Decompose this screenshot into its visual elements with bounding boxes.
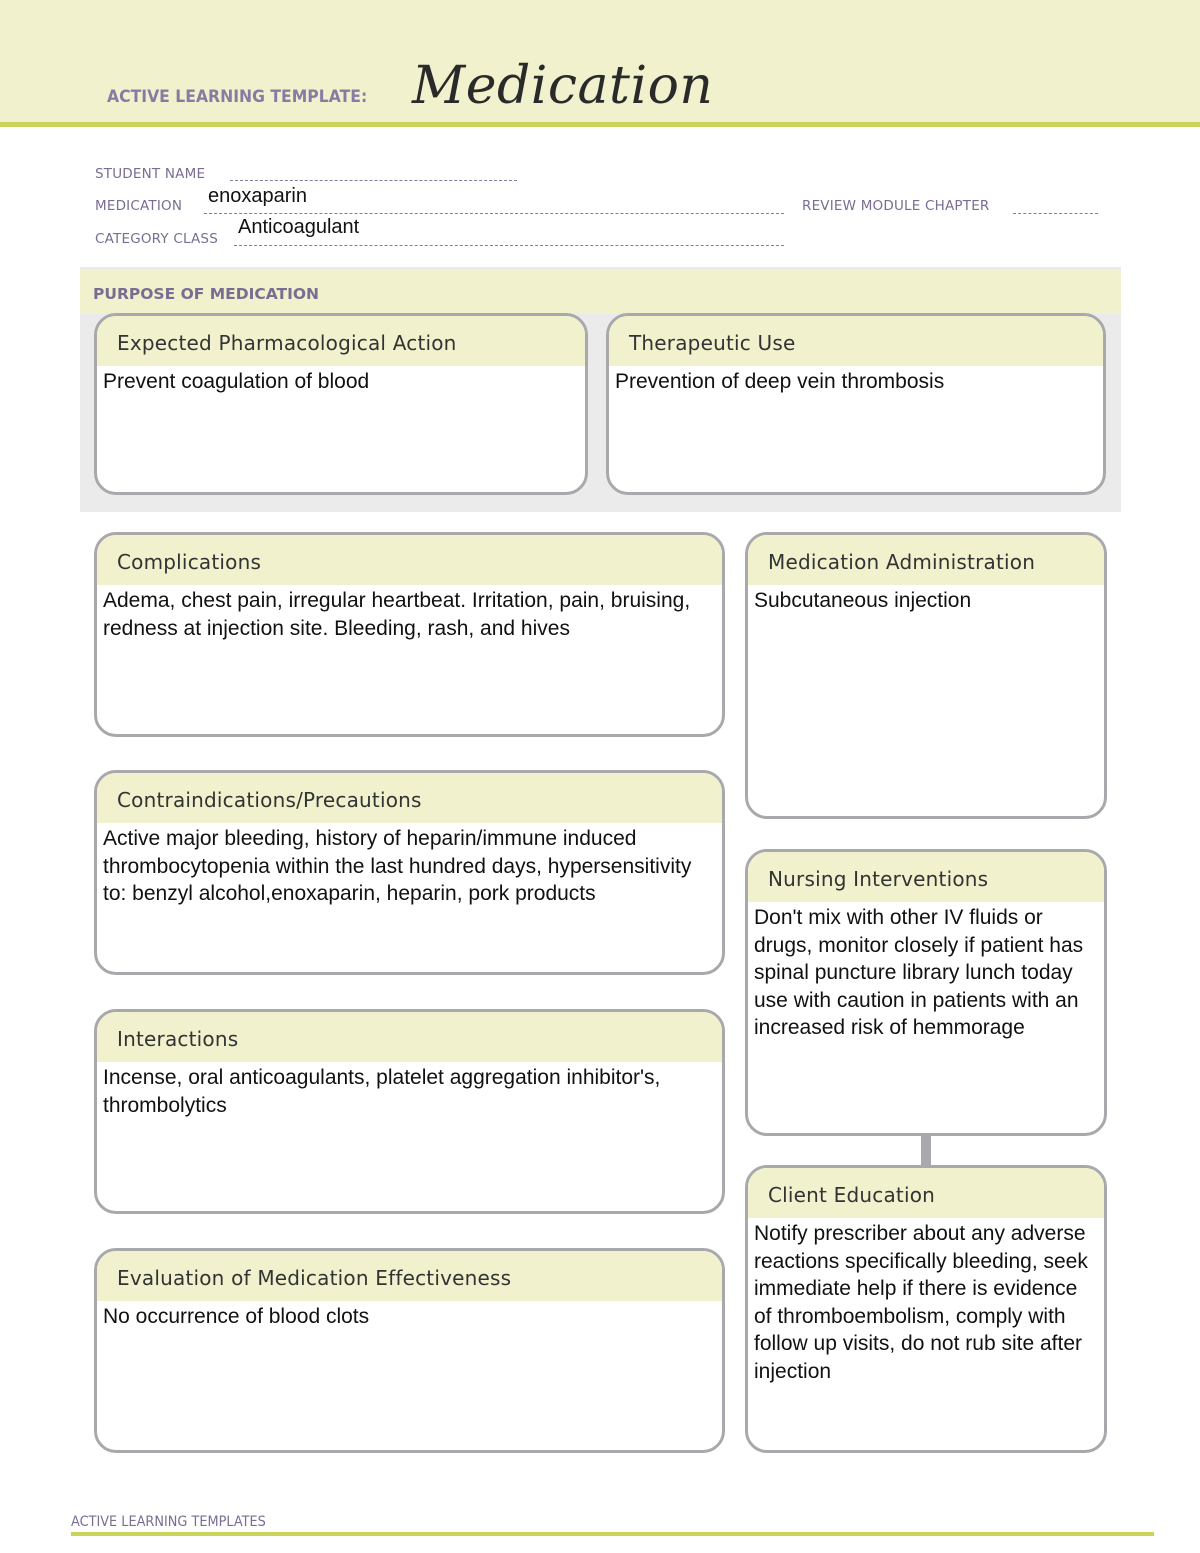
evaluation-heading: Evaluation of Medication Effectiveness <box>97 1251 722 1301</box>
medication-field-line[interactable] <box>204 213 784 214</box>
review-module-chapter-label: REVIEW MODULE CHAPTER <box>802 198 990 214</box>
medication-label: MEDICATION <box>95 198 183 214</box>
box-connector <box>921 1134 931 1167</box>
interactions-text[interactable]: Incense, oral anticoagulants, platelet aggregation inhibitor's, thrombolytics <box>103 1066 661 1117</box>
footer-rule <box>71 1532 1154 1536</box>
therapeutic-use-box <box>606 313 1106 495</box>
therapeutic-use-text[interactable]: Prevention of deep vein thrombosis <box>615 370 945 393</box>
expected-action-box <box>94 313 588 495</box>
expected-action-heading: Expected Pharmacological Action <box>97 316 585 366</box>
student-name-label: STUDENT NAME <box>95 166 206 182</box>
student-name-field[interactable] <box>230 180 517 181</box>
evaluation-box <box>94 1248 725 1453</box>
therapeutic-use-heading: Therapeutic Use <box>609 316 1103 366</box>
header-prefix: ACTIVE LEARNING TEMPLATE: <box>107 87 368 107</box>
administration-box <box>745 532 1107 819</box>
category-class-value[interactable]: Anticoagulant <box>238 216 360 238</box>
client-education-heading: Client Education <box>748 1168 1104 1218</box>
client-education-box <box>745 1165 1107 1453</box>
category-class-field-line[interactable] <box>234 245 784 246</box>
complications-text[interactable]: Adema, chest pain, irregular heartbeat. Irritation, pain, bruising, redness at injection site. Bleeding, rash, and hives <box>103 589 691 640</box>
page-title: Medication <box>412 56 714 116</box>
contraindications-box <box>94 770 725 975</box>
expected-action-text[interactable]: Prevent coagulation of blood <box>103 370 370 393</box>
nursing-interventions-box <box>745 849 1107 1136</box>
footer-label: ACTIVE LEARNING TEMPLATES <box>71 1514 266 1530</box>
contraindications-text[interactable]: Active major bleeding, history of heparin/immune induced thrombocytopenia within the last hundred days, hypersensitivity to: benzyl alcohol,enoxaparin, heparin, pork products <box>103 827 692 905</box>
interactions-box <box>94 1009 725 1214</box>
nursing-interventions-heading: Nursing Interventions <box>748 852 1104 902</box>
client-education-text[interactable]: Notify prescriber about any adverse reactions specifically bleeding, seek immediate help if there is evidence of thromboembolism, comply with follow up visits, do not rub site after injection <box>754 1222 1088 1383</box>
administration-heading: Medication Administration <box>748 535 1104 585</box>
contraindications-heading: Contraindications/Precautions <box>97 773 722 823</box>
interactions-heading: Interactions <box>97 1012 722 1062</box>
review-module-chapter-field[interactable] <box>1013 213 1098 214</box>
nursing-interventions-text[interactable]: Don't mix with other IV fluids or drugs, monitor closely if patient has spinal puncture library lunch today use with caution in patients with an increased risk of hemmorage <box>754 906 1084 1039</box>
category-class-label: CATEGORY CLASS <box>95 231 218 247</box>
header-rule <box>0 122 1200 127</box>
medication-value[interactable]: enoxaparin <box>208 185 307 207</box>
complications-heading: Complications <box>97 535 722 585</box>
complications-box <box>94 532 725 737</box>
administration-text[interactable]: Subcutaneous injection <box>754 589 972 612</box>
evaluation-text[interactable]: No occurrence of blood clots <box>103 1305 370 1328</box>
purpose-title: PURPOSE OF MEDICATION <box>93 285 320 303</box>
